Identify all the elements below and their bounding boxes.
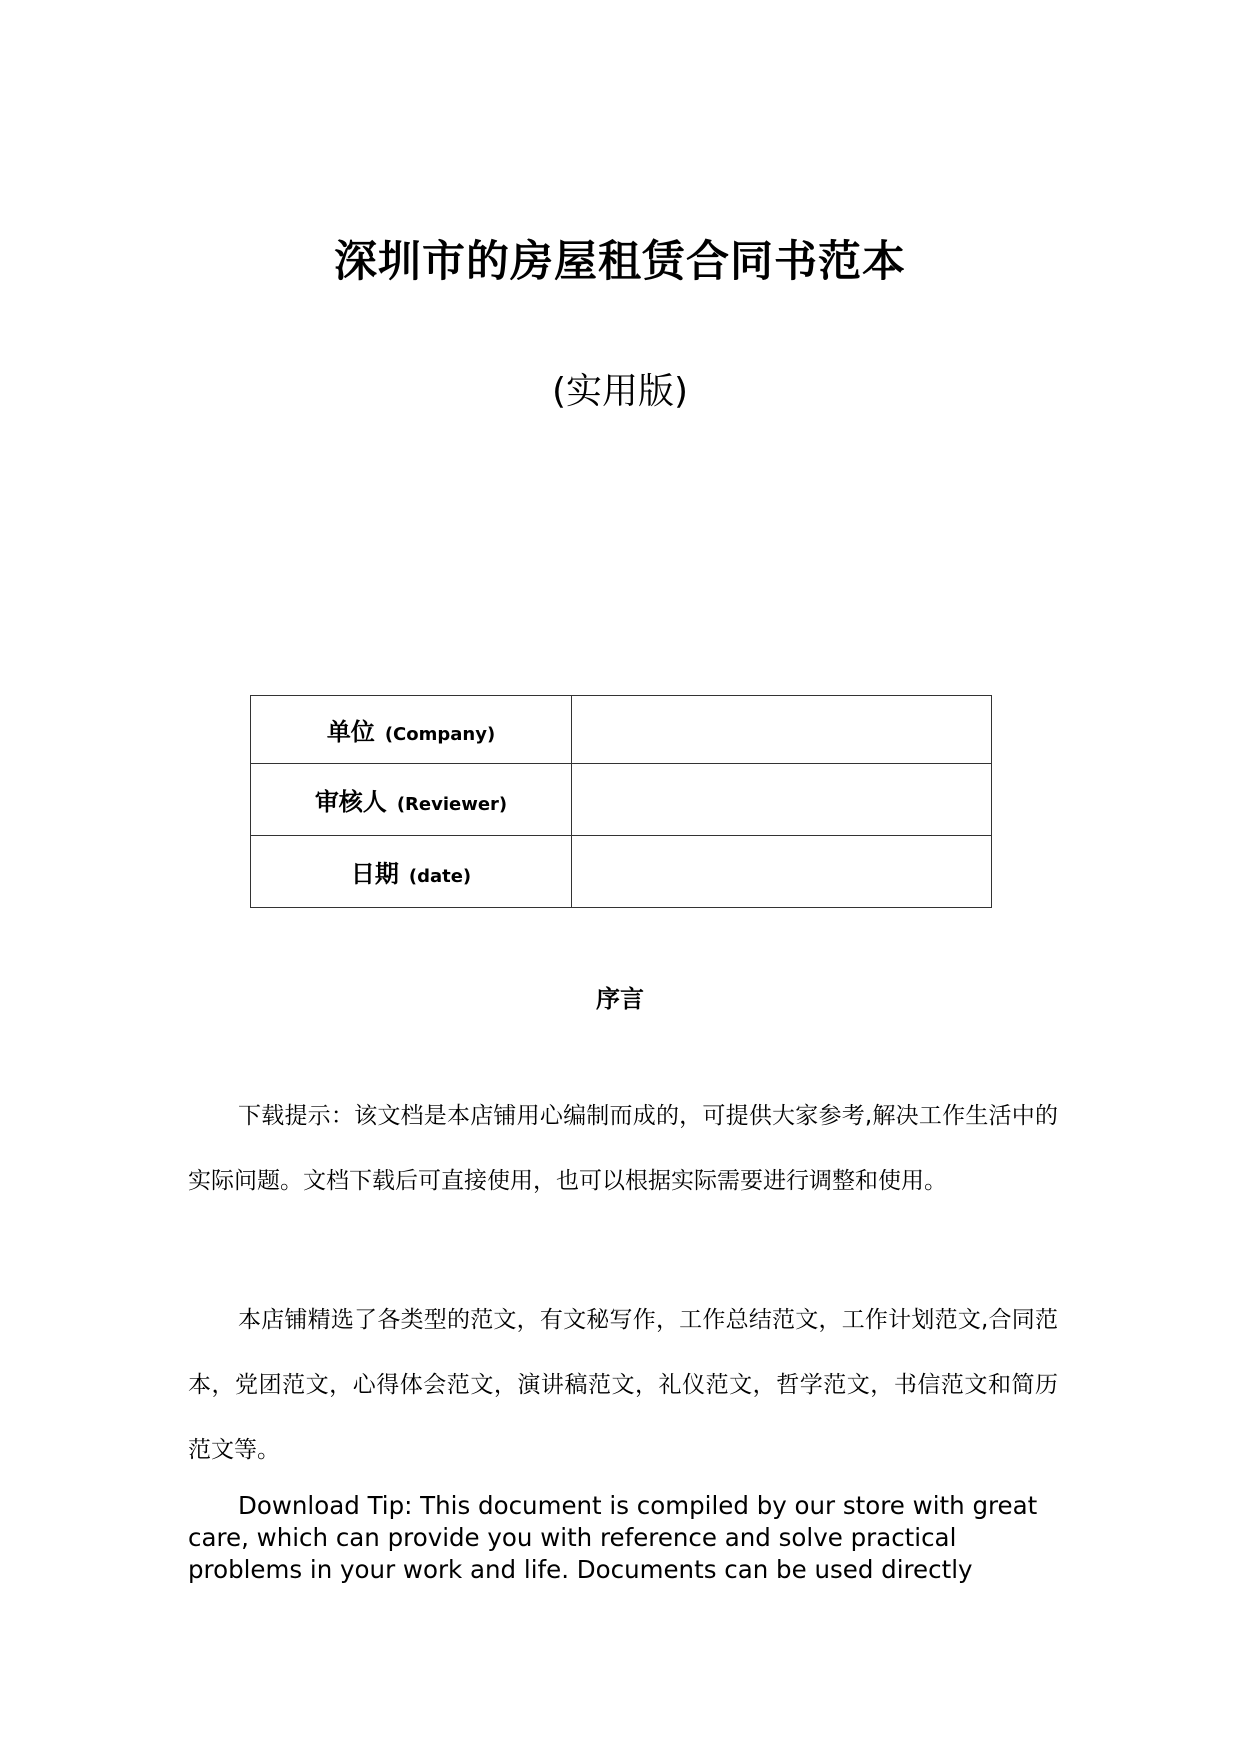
preface-paragraph-1: 下载提示：该文档是本店铺用心编制而成的，可提供大家参考,解决工作生活中的实际问题。文档下载后可直接使用，也可以根据实际需要进行调整和使用。 <box>188 1103 1058 1194</box>
company-value-cell <box>572 696 992 764</box>
preface-paragraph-english: Download Tip: This document is compiled by our store with great care, which can provide you with reference and solve practical problems in your work and life. Documents can be used directly <box>188 1491 1038 1584</box>
document-subtitle: (实用版) <box>551 371 689 412</box>
preface-paragraph-2: 本店铺精选了各类型的范文，有文秘写作，工作总结范文，工作计划范文,合同范本，党团范文，心得体会范文，演讲稿范文，礼仪范文，哲学范文，书信范文和简历范文等。 <box>188 1307 1058 1463</box>
date-label-cn: 日期 <box>350 860 399 888</box>
preface-heading: 序言 <box>596 985 644 1013</box>
date-label-en: (date) <box>408 866 472 887</box>
reviewer-label-cell <box>251 764 572 836</box>
info-table <box>250 695 992 908</box>
table-row-date <box>251 836 992 908</box>
table-row-reviewer <box>251 764 992 836</box>
company-label-cn: 单位 <box>326 718 375 746</box>
document-title: 深圳市的房屋租赁合同书范本 <box>334 237 906 287</box>
company-label-en: (Company) <box>384 724 496 745</box>
date-value-cell <box>572 836 992 908</box>
company-label-cell <box>251 696 572 764</box>
reviewer-label-en: (Reviewer) <box>396 794 508 815</box>
table-row-company <box>251 696 992 764</box>
reviewer-value-cell <box>572 764 992 836</box>
date-label-cell <box>251 836 572 908</box>
reviewer-label-cn: 审核人 <box>314 788 387 816</box>
